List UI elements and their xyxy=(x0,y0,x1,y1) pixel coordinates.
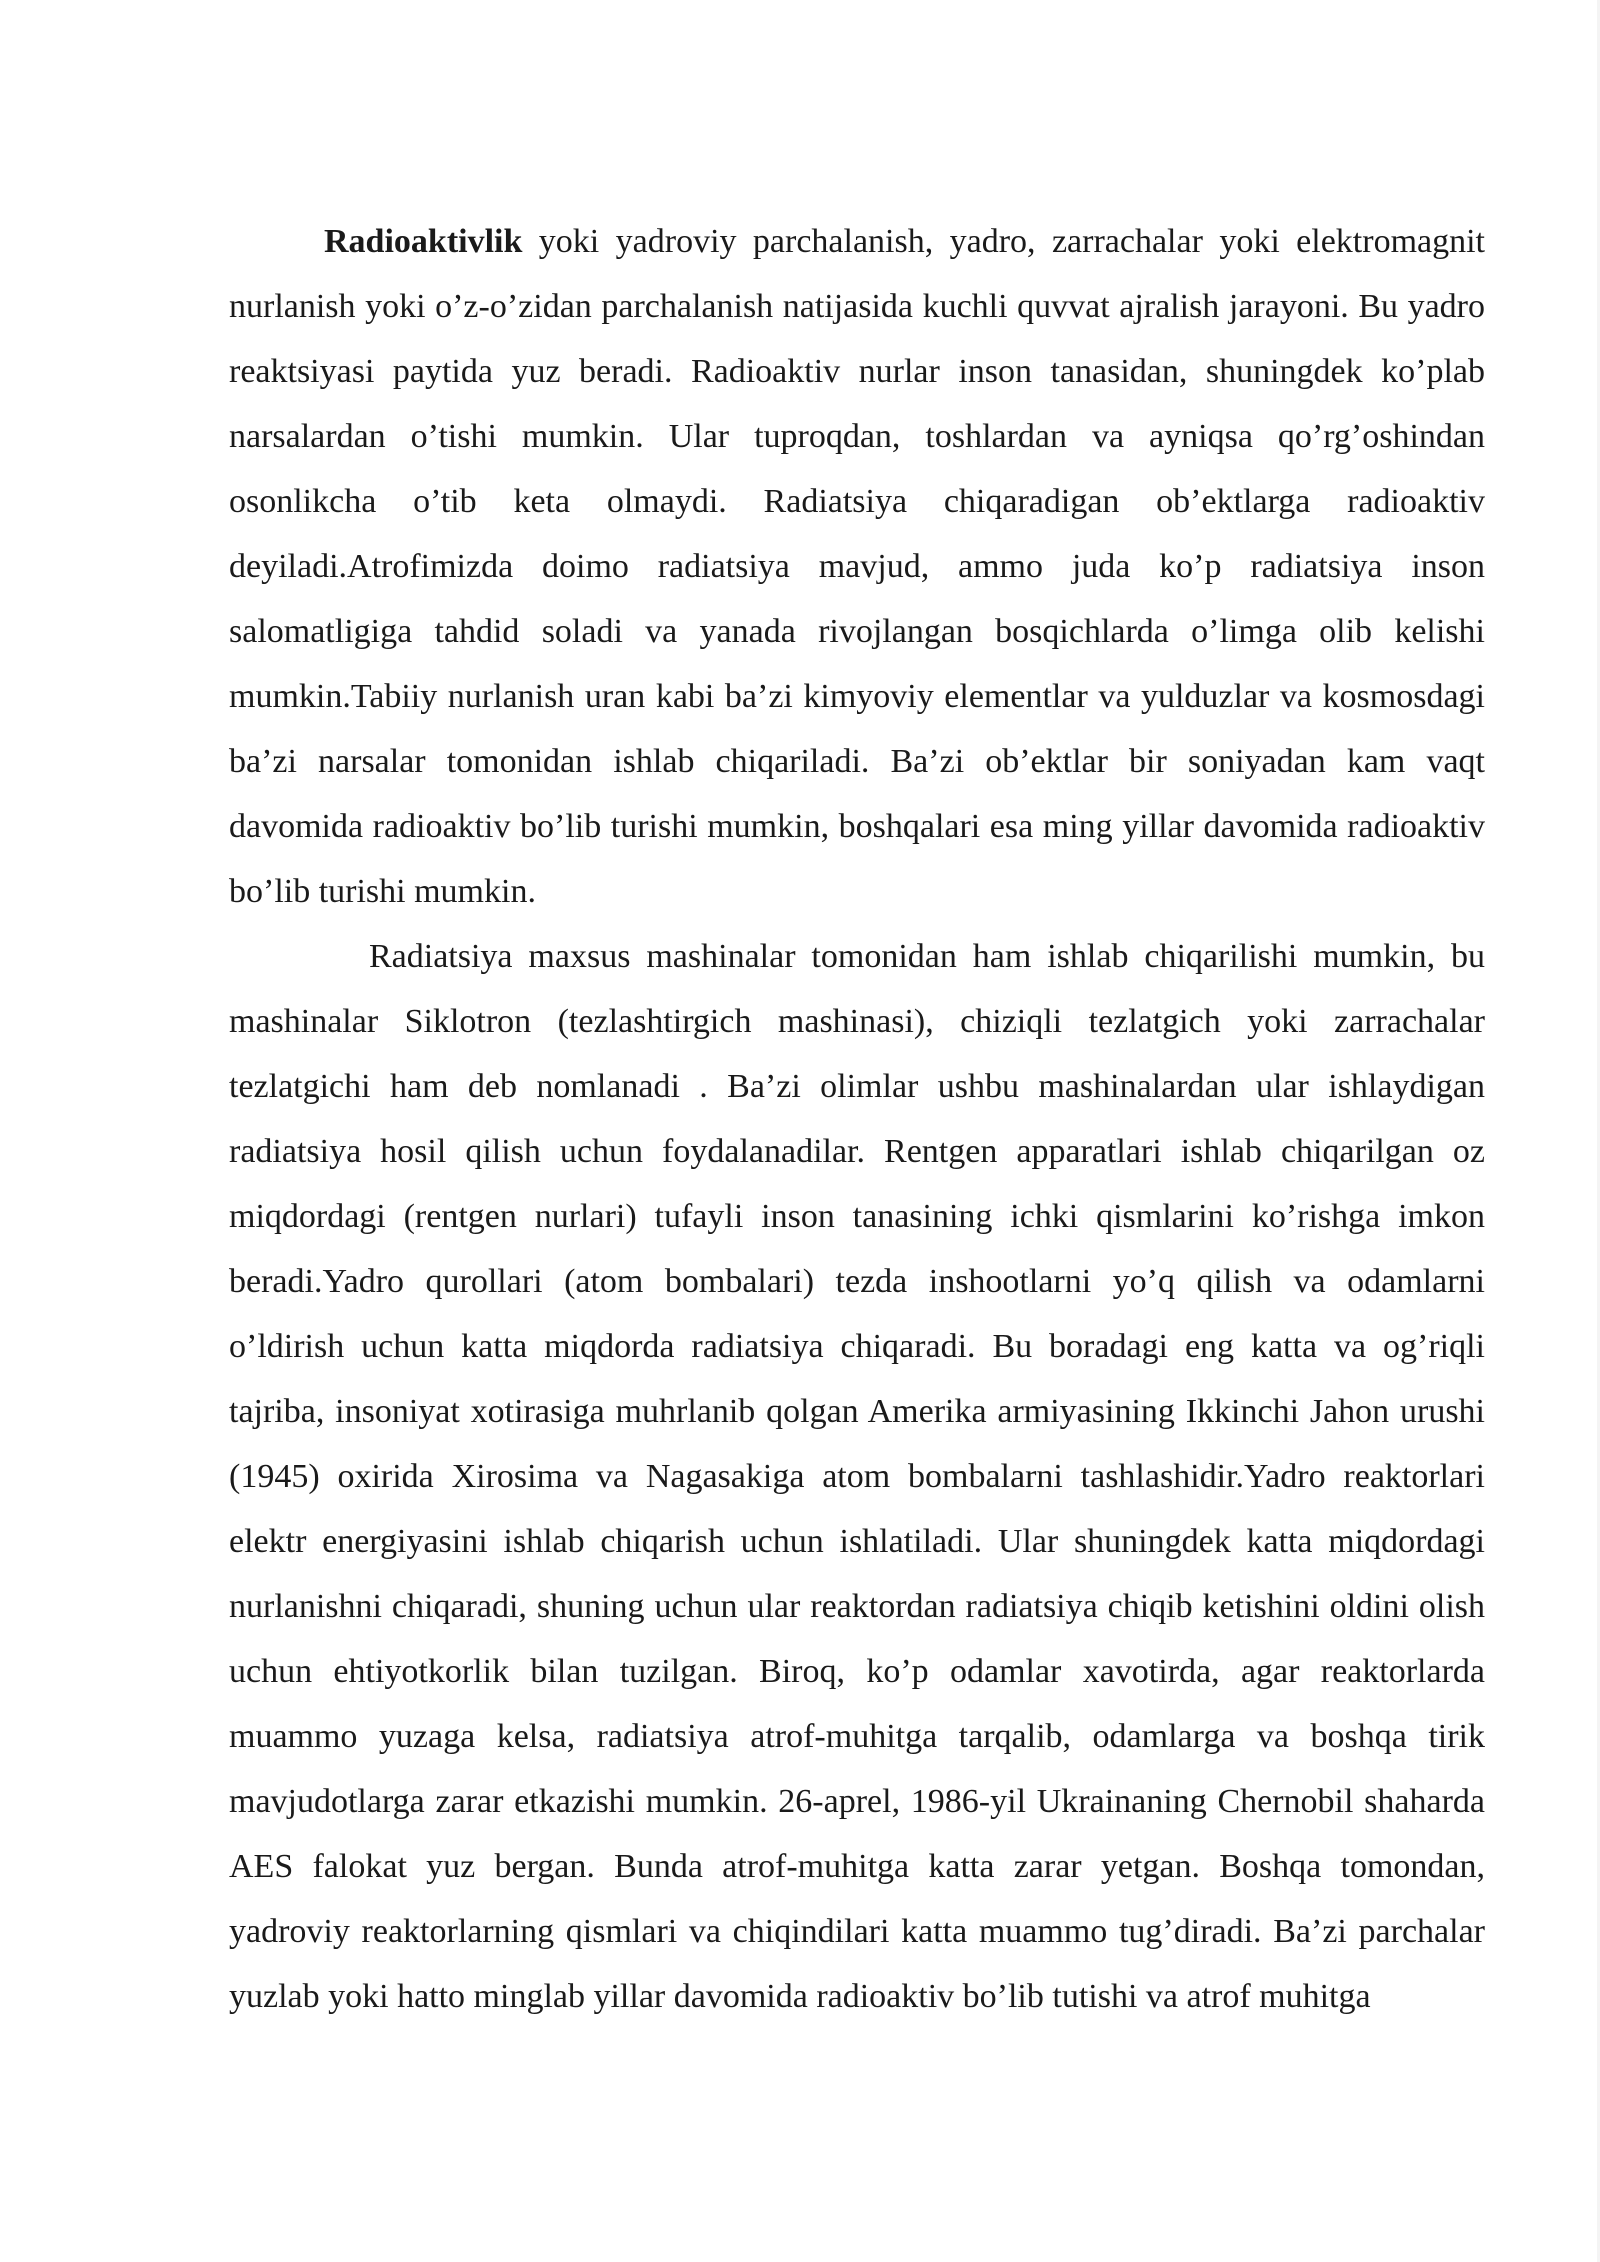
document-body xyxy=(229,209,1485,2029)
paragraph-radiation-machines xyxy=(229,924,1485,2029)
paragraph-1-text: yoki yadroviy parchalanish, yadro, zarrachalar yoki elektromagnit nurlanish yoki o’z-o’zidan parchalanish natijasida kuchli quvvat ajralish jarayoni. Bu yadro reaktsiyasi paytida yuz beradi. Radioaktiv nurlar inson tanasidan, shuningdek ko’plab narsalardan o’tishi mumkin. Ular tuproqdan, toshlardan va ayniqsa qo’rg’oshindan osonlikcha o’tib keta olmaydi. Radiatsiya chiqaradigan ob’ektlarga radioaktiv deyiladi.Atrofimizda doimo radiatsiya mavjud, ammo juda ko’p radiatsiya inson salomatligiga tahdid soladi va yanada rivojlangan bosqichlarda o’limga olib kelishi mumkin.Tabiiy nurlanish uran kabi ba’zi kimyoviy elementlar va yulduzlar va kosmosdagi ba’zi narsalar tomonidan ishlab chiqariladi. Ba’zi ob’ektlar bir soniyadan kam vaqt davomida radioaktiv bo’lib turishi mumkin, boshqalari esa ming yillar davomida radioaktiv bo’lib turishi mumkin. xyxy=(229,223,1485,910)
paragraph-radioactivity-definition xyxy=(229,209,1485,924)
term-radioaktivlik: Radioaktivlik xyxy=(324,223,523,260)
paragraph-2-text: Radiatsiya maxsus mashinalar tomonidan ham ishlab chiqarilishi mumkin, bu mashinalar Siklotron (tezlashtirgich mashinasi), chiziqli tezlatgich yoki zarrachalar tezlatgichi ham deb nomlanadi . Ba’zi olimlar ushbu mashinalardan ular ishlaydigan radiatsiya hosil qilish uchun foydalanadilar. Rentgen apparatlari ishlab chiqarilgan oz miqdordagi (rentgen nurlari) tufayli inson tanasining ichki qismlarini ko’rishga imkon beradi.Yadro qurollari (atom bombalari) tezda inshootlarni yo’q qilish va odamlarni o’ldirish uchun katta miqdorda radiatsiya chiqaradi. Bu boradagi eng katta va og’riqli tajriba, insoniyat xotirasiga muhrlanib qolgan Amerika armiyasining Ikkinchi Jahon urushi (1945) oxirida Xirosima va Nagasakiga atom bombalarni tashlashidir.Yadro reaktorlari elektr energiyasini ishlab chiqarish uchun ishlatiladi. Ular shuningdek katta miqdordagi nurlanishni chiqaradi, shuning uchun ular reaktordan radiatsiya chiqib ketishini oldini olish uchun ehtiyotkorlik bilan tuzilgan. Biroq, ko’p odamlar xavotirda, agar reaktorlarda muammo yuzaga kelsa, radiatsiya atrof-muhitga tarqalib, odamlarga va boshqa tirik mavjudotlarga zarar etkazishi mumkin. 26-aprel, 1986-yil Ukrainaning Chernobil shaharda AES falokat yuz bergan. Bunda atrof-muhitga katta zarar yetgan. Boshqa tomondan, yadroviy reaktorlarning qismlari va chiqindilari katta muammo tug’diradi. Ba’zi parchalar yuzlab yoki hatto minglab yillar davomida radioaktiv bo’lib tutishi va atrof muhitga xyxy=(229,938,1485,2015)
